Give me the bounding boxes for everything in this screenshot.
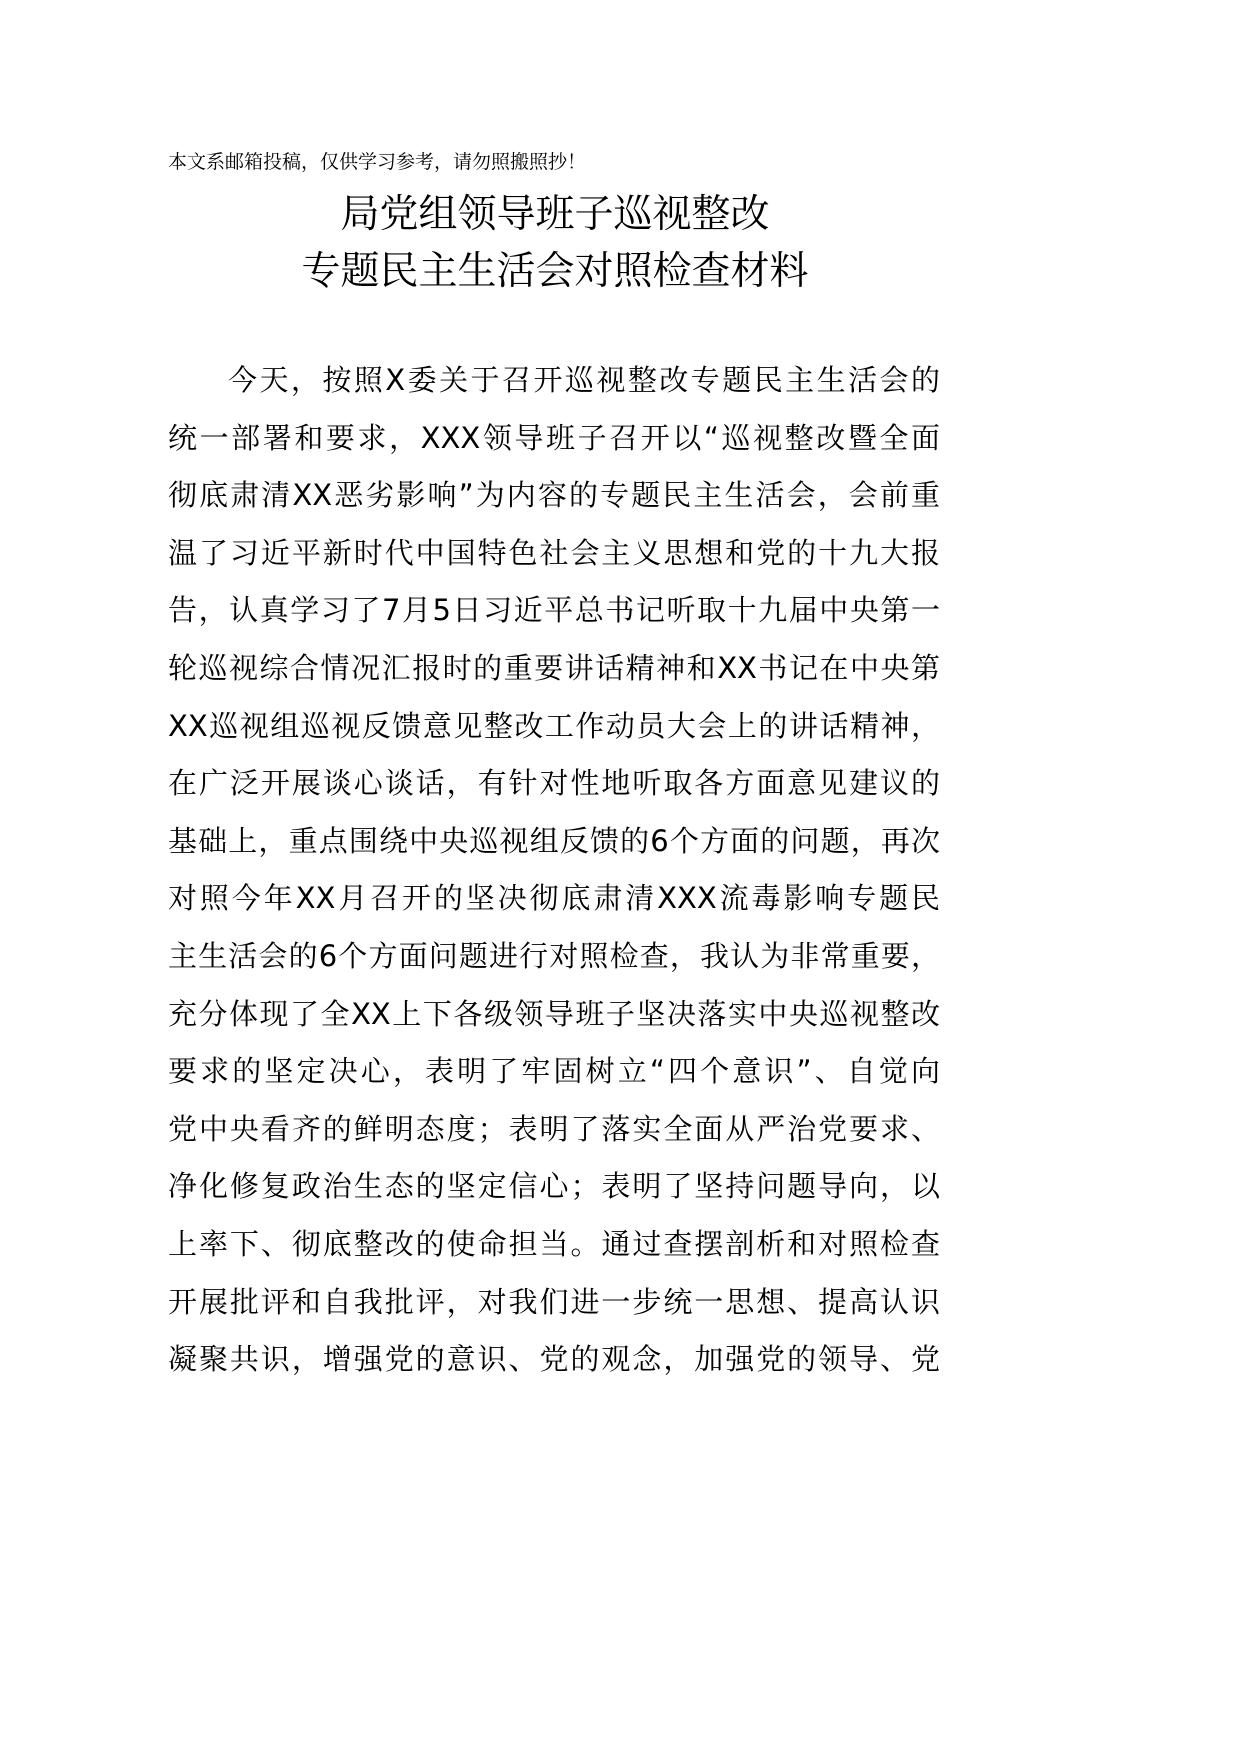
document-title-line-1: 局党组领导班子巡视整改 [340, 192, 770, 237]
body-text-line: 彻底肃清XX恶劣影响”为内容的专题民主生活会，会前重 [168, 478, 940, 513]
body-text-line: 凝聚共识，增强党的意识、党的观念，加强党的领导、党 [168, 1342, 940, 1377]
document-body [168, 360, 940, 1397]
body-text-line: 开展批评和自我批评，对我们进一步统一思想、提高认识 [168, 1284, 940, 1319]
body-text-line: 在广泛开展谈心谈话，有针对性地听取各方面意见建议的 [168, 766, 940, 801]
body-text-line: 对照今年XX月召开的坚决彻底肃清XXX流毒影响专题民 [168, 881, 940, 916]
body-text-line: 党中央看齐的鲜明态度；表明了落实全面从严治党要求、 [168, 1111, 940, 1146]
body-text-line: 统一部署和要求，XXX领导班子召开以“巡视整改暨全面 [168, 420, 940, 455]
body-text-line: 告，认真学习了7月5日习近平总书记听取十九届中央第一 [168, 593, 940, 628]
body-text-line: 上率下、彻底整改的使命担当。通过查摆剖析和对照检查 [168, 1226, 940, 1261]
body-text-line: 基础上，重点围绕中央巡视组反馈的6个方面的问题，再次 [168, 823, 940, 858]
body-text-line: 温了习近平新时代中国特色社会主义思想和党的十九大报 [168, 535, 940, 570]
body-text-line: XX巡视组巡视反馈意见整改工作动员大会上的讲话精神， [168, 708, 940, 743]
disclaimer-note: 本文系邮箱投稿，仅供学习参考，请勿照搬照抄！ [168, 151, 587, 173]
body-text-line: 充分体现了全XX上下各级领导班子坚决落实中央巡视整改 [168, 996, 940, 1031]
body-text-line: 主生活会的6个方面问题进行对照检查，我认为非常重要， [168, 938, 940, 973]
body-text-line: 今天，按照X委关于召开巡视整改专题民主生活会的 [228, 363, 940, 397]
document-title-line-2: 专题民主生活会对照检查材料 [301, 249, 809, 294]
body-text-line: 要求的坚定决心，表明了牢固树立“四个意识”、自觉向 [168, 1054, 940, 1089]
body-text-line: 净化修复政治生态的坚定信心；表明了坚持问题导向，以 [168, 1169, 940, 1204]
body-text-line: 轮巡视综合情况汇报时的重要讲话精神和XX书记在中央第 [168, 650, 940, 685]
